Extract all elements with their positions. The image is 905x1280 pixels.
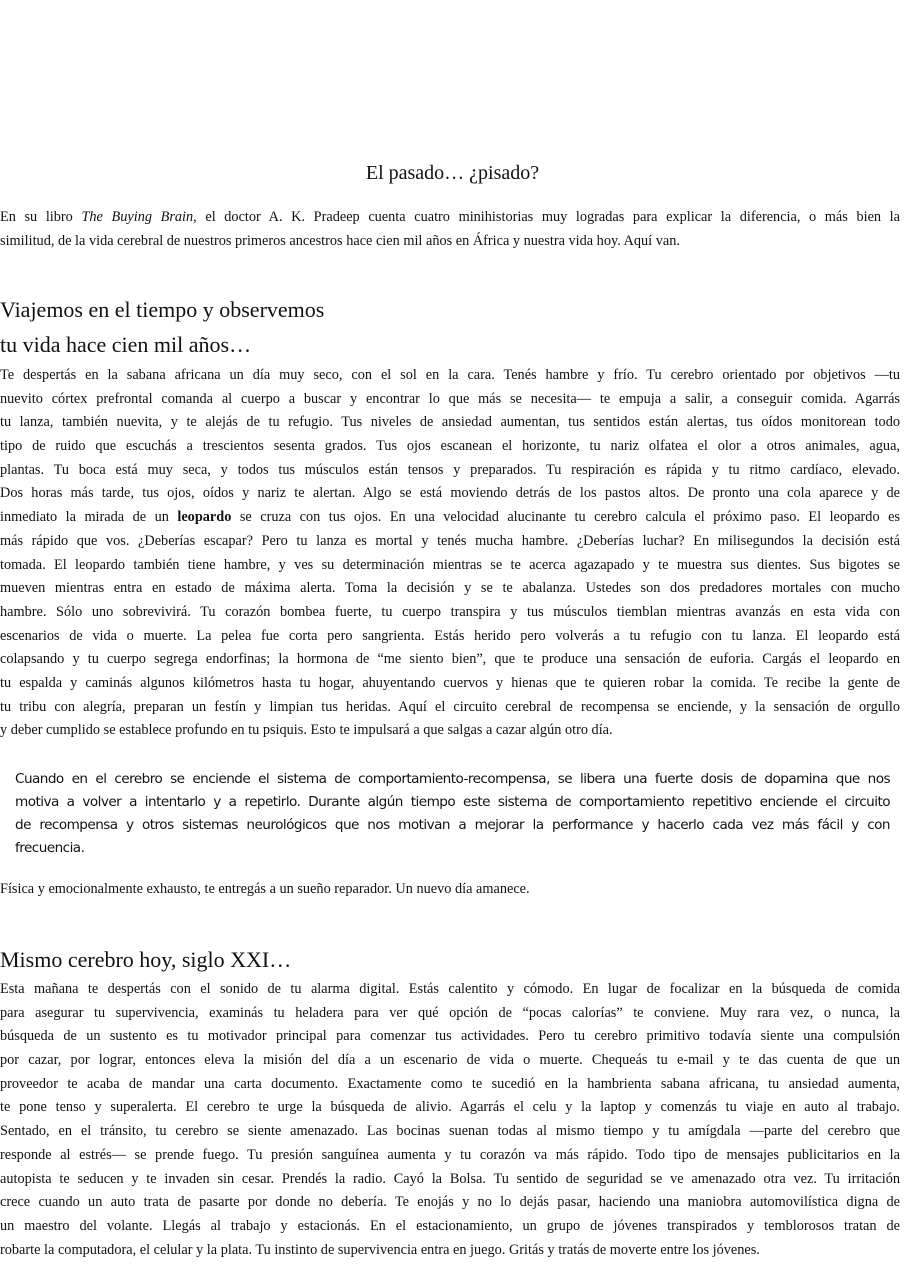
text-line: tu lanza, también nuevita, y te alejás de tu refugio. Tus niveles de ansiedad aumentan, tus sentidos están alertas, tus oídos monitorean todo <box>0 414 900 431</box>
text-line: Cuando en el cerebro se enciende el sistema de comportamiento-recompensa, se libera una fuerte dosis de dopamina que nos <box>15 771 890 787</box>
text-line: Esta mañana te despertás con el sonido de tu alarma digital. Estás calentito y cómodo. En lugar de focalizar en la búsqueda de comida <box>0 981 900 997</box>
text-line: para asegurar tu supervivencia, examinás tu heladera para ver qué opción de “pocas calorías” te conviene. Muy rara vez, o nunca, la <box>0 1004 900 1021</box>
text-line: Dos horas más tarde, tus ojos, oídos y nariz te alertan. Algo se está moviendo detrás de los pastos altos. De pronto una cola aparece y de <box>0 485 900 502</box>
text-line: proveedor te acaba de mandar una carta documento. Exactamente como te sucedió en la hambrienta sabana africana, tu ansiedad aumenta, <box>0 1075 900 1092</box>
text-line: Te despertás en la sabana africana un día muy seco, con el sol en la cara. Tenés hambre y frío. Tu cerebro orientado por objetivos —tu <box>0 367 900 383</box>
text-line: robarte la computadora, el celular y la plata. Tu instinto de supervivencia entra en juego. Gritás y tratás de moverte entre los jóvenes. <box>0 1241 760 1258</box>
text-line: nuevito córtex prefrontal comanda al cuerpo a buscar y encontrar lo que más se necesita— te empuja a salir, a conseguir comida. Agarrás <box>0 390 900 407</box>
text-line: colapsando y tu cuerpo segrega endorfinas; la hormona de “me siento bien”, que te produce una sensación de euforia. Cargás el leopardo en <box>0 651 900 668</box>
text-line: motiva a volver a intentarlo y a repetirlo. Durante algún tiempo este sistema de comportamiento repetitivo enciende el circuito <box>15 794 890 810</box>
section1-heading-line2: tu vida hace cien mil años… <box>0 332 252 357</box>
section2-paragraph <box>0 978 900 1262</box>
text-span: se cruza con tus ojos. En una velocidad alucinante tu cerebro calcula el próximo paso. El leopardo es <box>231 509 900 526</box>
text-line: tipo de ruido que escuchás a trescientos sesenta grados. Tus ojos escanean el horizonte, tu nariz olfatea el olor a otros animales, agua, <box>0 438 900 455</box>
section1-heading-line1: Viajemos en el tiempo y observemos <box>0 297 325 322</box>
text-line: te pone tenso y superalerta. El cerebro te urge la búsqueda de alivio. Agarrás el celu y la laptop y comenzás tu viaje en auto al trabajo. <box>0 1099 900 1116</box>
section1-paragraph <box>0 364 900 743</box>
text-line: un maestro del volante. Llegás al trabajo y estacionás. En el estacionamiento, un grupo de jóvenes transpirados y temblorosos tratan de <box>0 1217 900 1234</box>
text-line <box>0 206 900 230</box>
text-line: frecuencia. <box>15 840 85 856</box>
text-line: más rápido que vos. ¿Deberías escapar? Pero tu lanza es mortal y tenés mucha hambre. ¿Deberías luchar? En milisegundos la decisión está <box>0 532 900 549</box>
text-line: de recompensa y otros sistemas neurológicos que nos motivan a mejorar la performance y hacerlo cada vez más fácil y con <box>15 817 890 833</box>
text-line: tomada. El leopardo también tiene hambre, y ves su determinación mientras se te acerca agazapado y te muestra sus dientes. Sus bigotes se <box>0 556 900 573</box>
text-line: búsqueda de un sustento es tu motivador principal para comenzar tus actividades. Pero tu cerebro primitivo todavía siente una compulsión <box>0 1028 900 1045</box>
text-line: autopista te seducen y te invaden sin cesar. Prendés la radio. Cayó la Bolsa. Tu sentido de seguridad se ve amenazado otra vez. Tu irritación <box>0 1170 900 1187</box>
text-line <box>0 506 900 530</box>
text-line: hambre. Sólo uno sobrevivirá. Tu corazón bombea fuerte, tu cuerpo transpira y tus músculos tiemblan mientras avanzás en esta vida con <box>0 603 900 620</box>
text-span: En su libro <box>0 209 82 225</box>
text-line: mueven mientras entra en estado de máxima alerta. Toma la decisión y se te abalanza. Ustedes son dos predadores mortales con mucho <box>0 580 900 597</box>
text-line: por cazar, por lograr, entonces eleva la misión del día a un escenario de vida o muerte. Chequeás tu e-mail y te das cuenta de que un <box>0 1052 900 1069</box>
text-line: crece cuando un auto trata de pasarte por donde no debería. Te enojás y no lo dejás pasar, haciendo una maniobra automovilística digna de <box>0 1194 900 1211</box>
chapter-title: El pasado… ¿pisado? <box>365 162 540 184</box>
section2-heading: Mismo cerebro hoy, siglo XXI… <box>0 947 292 972</box>
text-line <box>0 230 900 254</box>
text-line: tu tribu con alegría, preparan un festín y limpian tus heridas. Aquí el circuito cerebral de recompensa se enciende, y la sensación de orgullo <box>0 698 900 715</box>
text-line: tu espalda y caminás algunos kilómetros hasta tu hogar, ahuyentando cuervos y hienas que te quieren robar la comida. Te recibe la gente de <box>0 674 900 691</box>
italic-text: The Buying Brain <box>81 209 194 225</box>
callout-quote <box>15 768 890 860</box>
intro-paragraph <box>0 206 900 253</box>
text-span: , el doctor A. K. Pradeep cuenta cuatro minihistorias muy logradas para explicar la diferencia, o más bien la <box>193 209 900 225</box>
section1-closing <box>0 878 900 902</box>
text-line: plantas. Tu boca está muy seca, y todos tus músculos están tensos y preparados. Tu respiración es rápida y tu ritmo cardíaco, elevado. <box>0 461 900 478</box>
text-span: inmediato la mirada de un <box>0 509 178 526</box>
bold-text: leopardo <box>177 509 232 526</box>
text-line: escenarios de vida o muerte. La pelea fue corta pero sangrienta. Estás herido pero volverás a tu refugio con tu lanza. El leopardo está <box>0 627 900 644</box>
text-span: similitud, de la vida cerebral de nuestros primeros ancestros hace cien mil años en África y nuestra vida hoy. Aquí van. <box>0 232 680 249</box>
text-line: Sentado, en el tránsito, tu cerebro se siente amenazado. Las bocinas suenan todas al mismo tiempo y tu amígdala —parte del cerebro que <box>0 1123 900 1140</box>
text-line: responde al estrés— se prende fuego. Tu presión sanguínea aumenta y tu corazón va más rápido. Todo tipo de mensajes publicitarios en la <box>0 1146 900 1163</box>
text-line: Física y emocionalmente exhausto, te entregás a un sueño reparador. Un nuevo día amanece. <box>0 881 530 897</box>
text-line: y deber cumplido se establece profundo en tu psiquis. Esto te impulsará a que salgas a cazar algún otro día. <box>0 722 613 739</box>
